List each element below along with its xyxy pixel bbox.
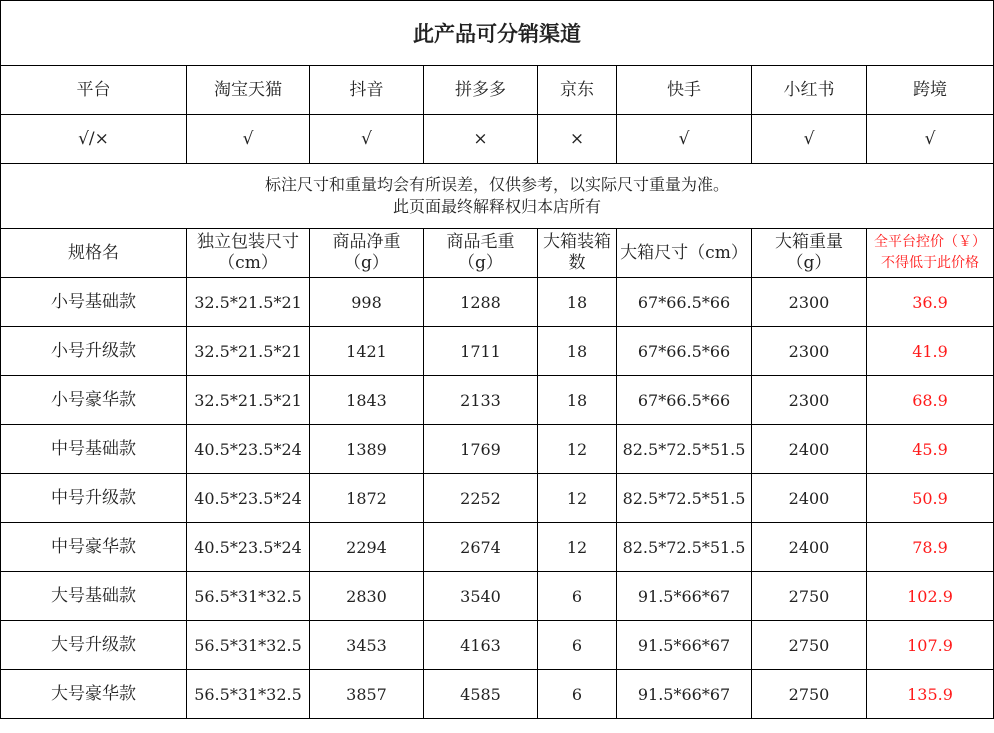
platform-label: 平台 [1,66,187,115]
availability-taobao-tmall: √ [187,115,310,164]
control-price: 36.9 [867,278,994,327]
table-row [1,474,994,523]
table-row [1,621,994,670]
table-row [1,425,994,474]
gross-weight: 1711 [424,327,538,376]
header-package-size-line2: （cm） [218,253,278,273]
carton-size: 67*66.5*66 [617,327,752,376]
carton-qty: 6 [538,621,617,670]
control-price: 41.9 [867,327,994,376]
platform-xiaohongshu: 小红书 [752,66,867,115]
spec-name: 大号升级款 [1,621,187,670]
header-price-line1: 全平台控价（￥） [874,234,986,250]
header-carton-qty [538,229,617,278]
table-row [1,278,994,327]
gross-weight: 2674 [424,523,538,572]
package-size: 32.5*21.5*21 [187,278,310,327]
net-weight: 1389 [310,425,424,474]
carton-size: 91.5*66*67 [617,572,752,621]
carton-qty: 18 [538,376,617,425]
net-weight: 2294 [310,523,424,572]
title-row [1,1,994,66]
carton-size: 82.5*72.5*51.5 [617,474,752,523]
notice-row [1,164,994,229]
notice-line-2: 此页面最终解释权归本店所有 [392,197,601,216]
table-title: 此产品可分销渠道 [1,1,994,66]
header-gross-weight [424,229,538,278]
control-price: 50.9 [867,474,994,523]
table-row [1,523,994,572]
spec-name: 大号豪华款 [1,670,187,719]
header-price-line2: 不得低于此价格 [881,255,979,271]
control-price: 78.9 [867,523,994,572]
control-price: 107.9 [867,621,994,670]
package-size: 56.5*31*32.5 [187,572,310,621]
table-row [1,670,994,719]
header-carton-qty-line2: 数 [568,253,586,273]
carton-qty: 18 [538,327,617,376]
gross-weight: 2252 [424,474,538,523]
header-net-weight-line1: 商品净重 [332,232,401,252]
header-gross-weight-line1: 商品毛重 [446,232,515,252]
spec-name: 大号基础款 [1,572,187,621]
spec-name: 中号升级款 [1,474,187,523]
gross-weight: 4585 [424,670,538,719]
header-carton-qty-line1: 大箱装箱 [543,232,611,252]
package-size: 40.5*23.5*24 [187,523,310,572]
availability-cross-border: √ [867,115,994,164]
table-row [1,572,994,621]
header-net-weight [310,229,424,278]
availability-douyin: √ [310,115,424,164]
notice-line-1: 标注尺寸和重量均会有所误差，仅供参考，以实际尺寸重量为准。 [264,175,729,194]
control-price: 45.9 [867,425,994,474]
gross-weight: 3540 [424,572,538,621]
carton-weight: 2750 [752,621,867,670]
carton-qty: 12 [538,523,617,572]
carton-size: 91.5*66*67 [617,670,752,719]
platform-kuaishou: 快手 [617,66,752,115]
net-weight: 1421 [310,327,424,376]
header-carton-weight-line2: （g） [786,253,832,273]
gross-weight: 2133 [424,376,538,425]
package-size: 40.5*23.5*24 [187,425,310,474]
net-weight: 1843 [310,376,424,425]
platform-cross-border: 跨境 [867,66,994,115]
carton-size: 67*66.5*66 [617,376,752,425]
carton-qty: 6 [538,670,617,719]
header-net-weight-line2: （g） [344,253,389,273]
availability-legend: √/× [1,115,187,164]
carton-weight: 2400 [752,474,867,523]
package-size: 40.5*23.5*24 [187,474,310,523]
package-size: 56.5*31*32.5 [187,670,310,719]
platform-taobao-tmall: 淘宝天猫 [187,66,310,115]
carton-weight: 2300 [752,376,867,425]
availability-row [1,115,994,164]
platform-jd: 京东 [538,66,617,115]
availability-xiaohongshu: √ [752,115,867,164]
header-carton-weight-line1: 大箱重量 [775,232,843,252]
package-size: 56.5*31*32.5 [187,621,310,670]
carton-qty: 6 [538,572,617,621]
net-weight: 998 [310,278,424,327]
carton-size: 82.5*72.5*51.5 [617,523,752,572]
gross-weight: 1769 [424,425,538,474]
platform-pinduoduo: 拼多多 [424,66,538,115]
spec-name: 中号豪华款 [1,523,187,572]
carton-weight: 2400 [752,523,867,572]
control-price: 68.9 [867,376,994,425]
package-size: 32.5*21.5*21 [187,327,310,376]
header-spec-name: 规格名 [1,229,187,278]
carton-size: 67*66.5*66 [617,278,752,327]
availability-kuaishou: √ [617,115,752,164]
gross-weight: 1288 [424,278,538,327]
availability-pinduoduo: × [424,115,538,164]
spec-name: 中号基础款 [1,425,187,474]
spec-name: 小号升级款 [1,327,187,376]
net-weight: 2830 [310,572,424,621]
net-weight: 3857 [310,670,424,719]
net-weight: 1872 [310,474,424,523]
carton-weight: 2750 [752,670,867,719]
header-package-size-line1: 独立包装尺寸 [197,232,299,252]
platform-douyin: 抖音 [310,66,424,115]
header-gross-weight-line2: （g） [458,253,503,273]
carton-size: 91.5*66*67 [617,621,752,670]
carton-weight: 2300 [752,327,867,376]
spec-name: 小号豪华款 [1,376,187,425]
spec-name: 小号基础款 [1,278,187,327]
carton-qty: 12 [538,474,617,523]
spec-header-row [1,229,994,278]
carton-size: 82.5*72.5*51.5 [617,425,752,474]
table-row [1,327,994,376]
package-size: 32.5*21.5*21 [187,376,310,425]
carton-qty: 12 [538,425,617,474]
header-price-control [867,229,994,278]
table-row [1,376,994,425]
header-carton-size: 大箱尺寸（cm） [617,229,752,278]
carton-weight: 2400 [752,425,867,474]
availability-jd: × [538,115,617,164]
net-weight: 3453 [310,621,424,670]
control-price: 135.9 [867,670,994,719]
carton-qty: 18 [538,278,617,327]
carton-weight: 2750 [752,572,867,621]
platform-row [1,66,994,115]
header-carton-weight [752,229,867,278]
gross-weight: 4163 [424,621,538,670]
control-price: 102.9 [867,572,994,621]
notice-text [1,164,994,229]
carton-weight: 2300 [752,278,867,327]
header-package-size [187,229,310,278]
